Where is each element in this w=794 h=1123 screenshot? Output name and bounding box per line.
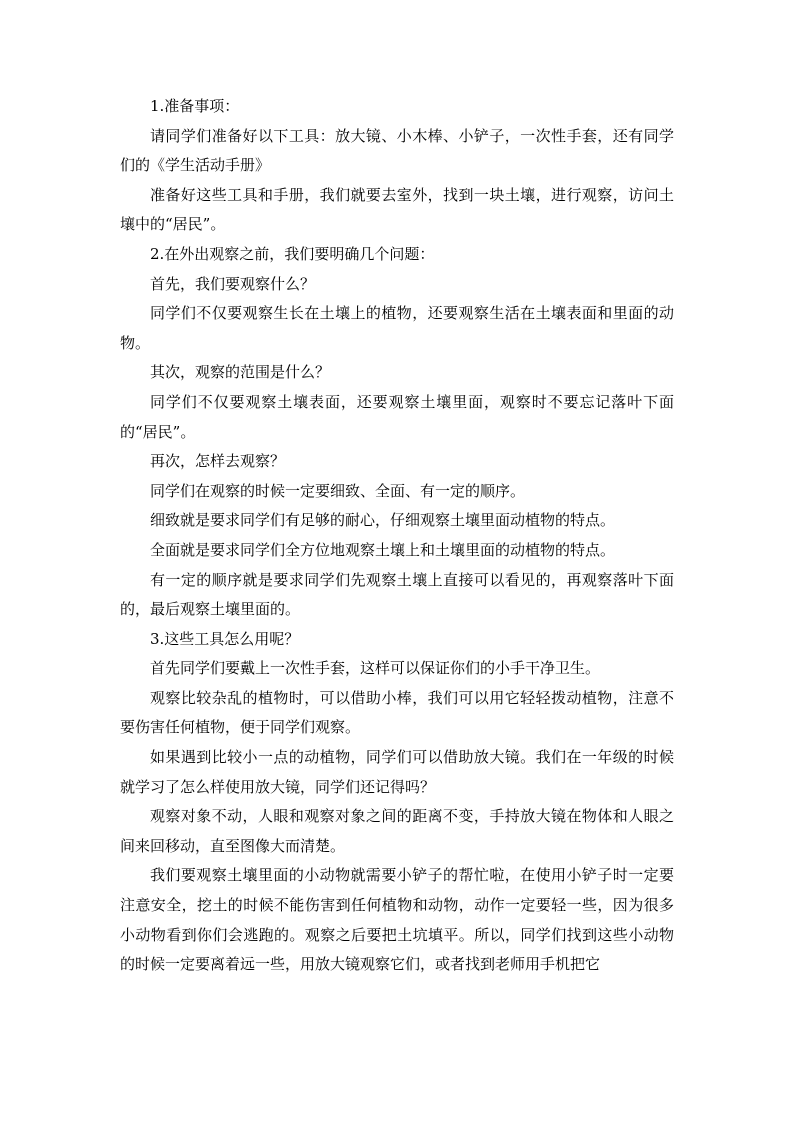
paragraph-detail: 细致就是要求同学们有足够的耐心，仔细观察土壤里面动植物的特点。 [150,511,616,530]
paragraph-answer-how: 同学们在观察的时候一定要细致、全面、有一定的顺序。 [150,481,526,500]
paragraph-comprehensive: 全面就是要求同学们全方位地观察土壤上和土壤里面的动植物的特点。 [150,540,616,559]
paragraph-shovel: 我们要观察土壤里面的小动物就需要小铲子的帮忙啦，在使用小铲子时一定要注意安全，挖土的时候不能伤害到任何植物和动物，动作一定要轻一些，因为很多小动物看到你们会逃跑的。观察之后要把土坑填平。所以，同学们找到这些小动物的时候一定要离着远一些，用放大镜观察它们，或者找到老师用手机把它 [120,866,674,974]
paragraph-gloves: 首先同学们要戴上一次性手套，这样可以保证你们的小手干净卫生。 [150,659,601,678]
document-page [120,92,674,980]
paragraph-answer-scope: 同学们不仅要观察土壤表面，还要观察土壤里面，观察时不要忘记落叶下面的“居民”。 [120,392,674,441]
paragraph-question-how: 再次，怎样去观察？ [150,452,286,471]
paragraph-go-outside: 准备好这些工具和手册，我们就要去室外，找到一块土壤，进行观察，访问土壤中的“居民”。 [120,185,674,234]
paragraph-answer-what: 同学们不仅要观察生长在土壤上的植物，还要观察生活在土壤表面和里面的动物。 [120,304,674,352]
paragraph-question-what: 首先，我们要观察什么？ [150,274,316,293]
paragraph-magnifier-method: 观察对象不动，人眼和观察对象之间的距离不变，手持放大镜在物体和人眼之间来回移动，直至图像大而清楚。 [120,807,674,855]
paragraph-stick: 观察比较杂乱的植物时，可以借助小棒，我们可以用它轻轻拨动植物，注意不要伤害任何植物，便于同学们观察。 [120,688,674,737]
paragraph-question-scope: 其次，观察的范围是什么？ [150,363,331,382]
heading-preparation: 1.准备事项： [150,97,240,115]
heading-questions: 2.在外出观察之前，我们要明确几个问题： [150,244,435,263]
paragraph-order: 有一定的顺序就是要求同学们先观察土壤上直接可以看见的，再观察落叶下面的，最后观察土壤里面的。 [120,570,674,619]
paragraph-magnifier: 如果遇到比较小一点的动植物，同学们可以借助放大镜。我们在一年级的时候就学习了怎么样使用放大镜，同学们还记得吗？ [120,748,674,796]
heading-tool-usage: 3.这些工具怎么用呢？ [150,629,300,648]
paragraph-tools-list: 请同学们准备好以下工具：放大镜、小木棒、小铲子，一次性手套，还有同学们的《学生活动手册》 [120,126,674,175]
